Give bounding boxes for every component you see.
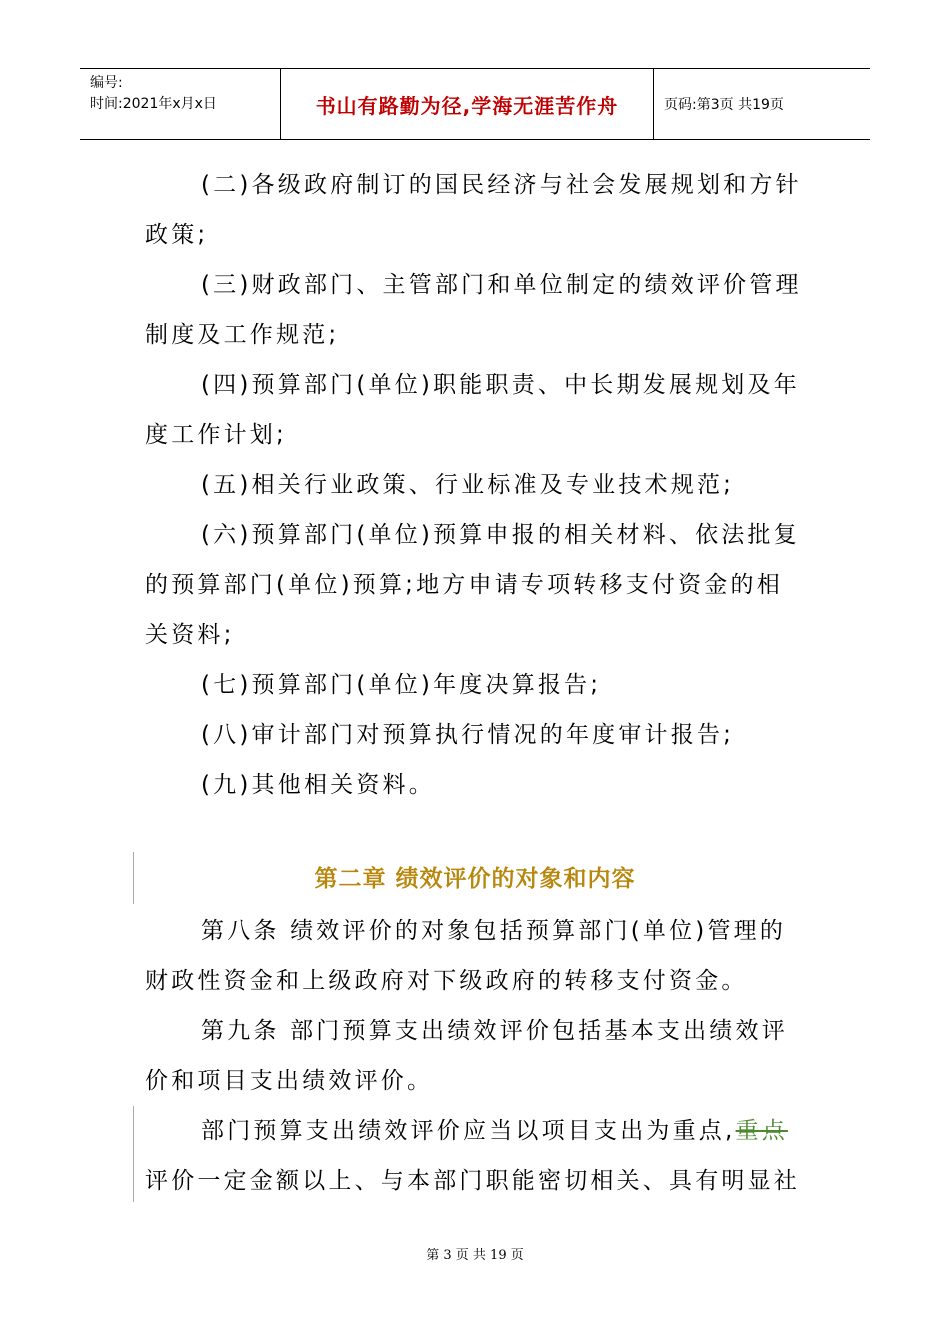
paragraph-text: 部门预算支出绩效评价应当以项目支出为重点,: [201, 1118, 736, 1144]
page-header: [80, 68, 870, 140]
paragraph: 第八条 绩效评价的对象包括预算部门(单位)管理的财政性资金和上级政府对下级政府的转移支付资金。: [145, 918, 787, 994]
motto-text: 书山有路勤为径,学海无涯苦作舟: [315, 93, 619, 118]
body-text: [145, 160, 805, 810]
time-label: 时间:2021年x月x日: [90, 96, 217, 112]
header-motto-cell: [281, 69, 654, 139]
header-page-cell: [654, 69, 870, 139]
page-footer: 第 3 页 共 19 页: [426, 1248, 524, 1263]
paragraph: (九)其他相关资料。: [201, 772, 435, 798]
paragraph-text: 评价一定金额以上、与本部门职能密切相关、具有明显社: [145, 1168, 800, 1194]
chapter-heading: 第二章 绩效评价的对象和内容: [314, 866, 636, 892]
paragraph: (八)审计部门对预算执行情况的年度审计报告;: [201, 722, 735, 748]
paragraph: 第九条 部门预算支出绩效评价包括基本支出绩效评价和项目支出绩效评价。: [145, 1018, 788, 1094]
paragraph: (四)预算部门(单位)职能职责、中长期发展规划及年度工作计划;: [145, 372, 800, 448]
paragraph: (七)预算部门(单位)年度决算报告;: [201, 672, 602, 698]
header-left-cell: [80, 69, 281, 139]
paragraph: (二)各级政府制订的国民经济与社会发展规划和方针政策;: [145, 172, 802, 248]
paragraph: (五)相关行业政策、行业标准及专业技术规范;: [201, 472, 735, 498]
deleted-text: 重点: [735, 1118, 788, 1144]
revision-marker: [133, 1106, 134, 1202]
body-text-2: [145, 906, 805, 1206]
paragraph: (六)预算部门(单位)预算申报的相关材料、依法批复的预算部门(单位)预算;地方申请专项转移支付资金的相关资料;: [145, 522, 800, 648]
paragraph: [145, 1106, 805, 1206]
paragraph: (三)财政部门、主管部门和单位制定的绩效评价管理制度及工作规范;: [145, 272, 802, 348]
number-label: 编号:: [90, 75, 123, 91]
page-info: 页码:第3页 共19页: [664, 97, 784, 113]
